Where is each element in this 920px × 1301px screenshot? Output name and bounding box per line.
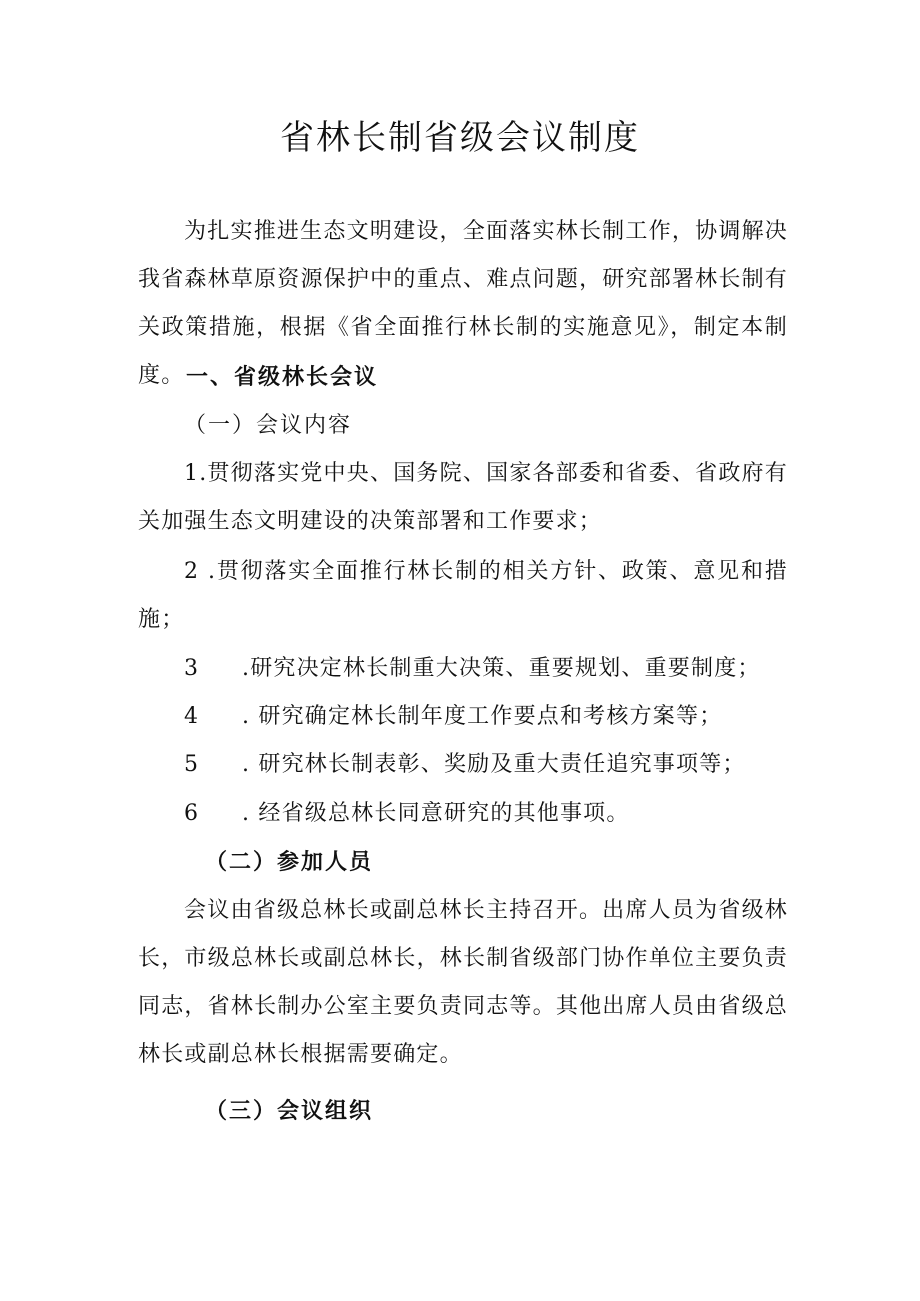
document-title: 省林长制省级会议制度: [280, 118, 640, 158]
subsection-heading-meeting-content: （一）会议内容: [184, 413, 353, 438]
list-item-text: .研究决定林长制重大决策、重要规划、重要制度；: [242, 656, 761, 681]
list-item-3: [184, 645, 761, 693]
list-item-number: 5: [184, 752, 200, 777]
intro-paragraph: 为扎实推进生态文明建设，全面落实林长制工作，协调解决我省森林草原资源保护中的重点、难点问题，研究部署林长制有关政策措施，根据《省全面推行林长制的实施意见》，制定本制度。: [138, 219, 788, 388]
list-item-text: . 经省级总林长同意研究的其他事项。: [242, 801, 630, 826]
list-item-4: [184, 693, 722, 741]
section-heading-1: 一、省级林长会议: [186, 364, 379, 390]
participants-paragraph: 会议由省级总林长或副总林长主持召开。出席人员为省级林长，市级总林长或副总林长，林长制省级部门协作单位主要负责同志，省林长制办公室主要负责同志等。其他出席人员由省级总林长或副总林长根据需要确定。: [138, 898, 788, 1067]
list-item-2: 2 .贯彻落实全面推行林长制的相关方针、政策、意见和措施；: [138, 559, 788, 632]
list-item-number: 3: [184, 656, 200, 681]
subsection-heading-organization: （三）会议组织: [205, 1098, 374, 1124]
subsection-heading-participants: （二）参加人员: [205, 849, 374, 875]
list-item-number: 6: [184, 801, 200, 826]
list-item-text: . 研究林长制表彰、奖励及重大责任追究事项等；: [242, 752, 746, 777]
list-item-1: 1.贯彻落实党中央、国务院、国家各部委和省委、省政府有关加强生态文明建设的决策部署和工作要求；: [138, 461, 788, 534]
list-item-6: [184, 790, 630, 838]
list-item-text: . 研究确定林长制年度工作要点和考核方案等；: [242, 704, 723, 729]
list-item-number: 4: [184, 704, 200, 729]
list-item-5: [184, 741, 746, 789]
